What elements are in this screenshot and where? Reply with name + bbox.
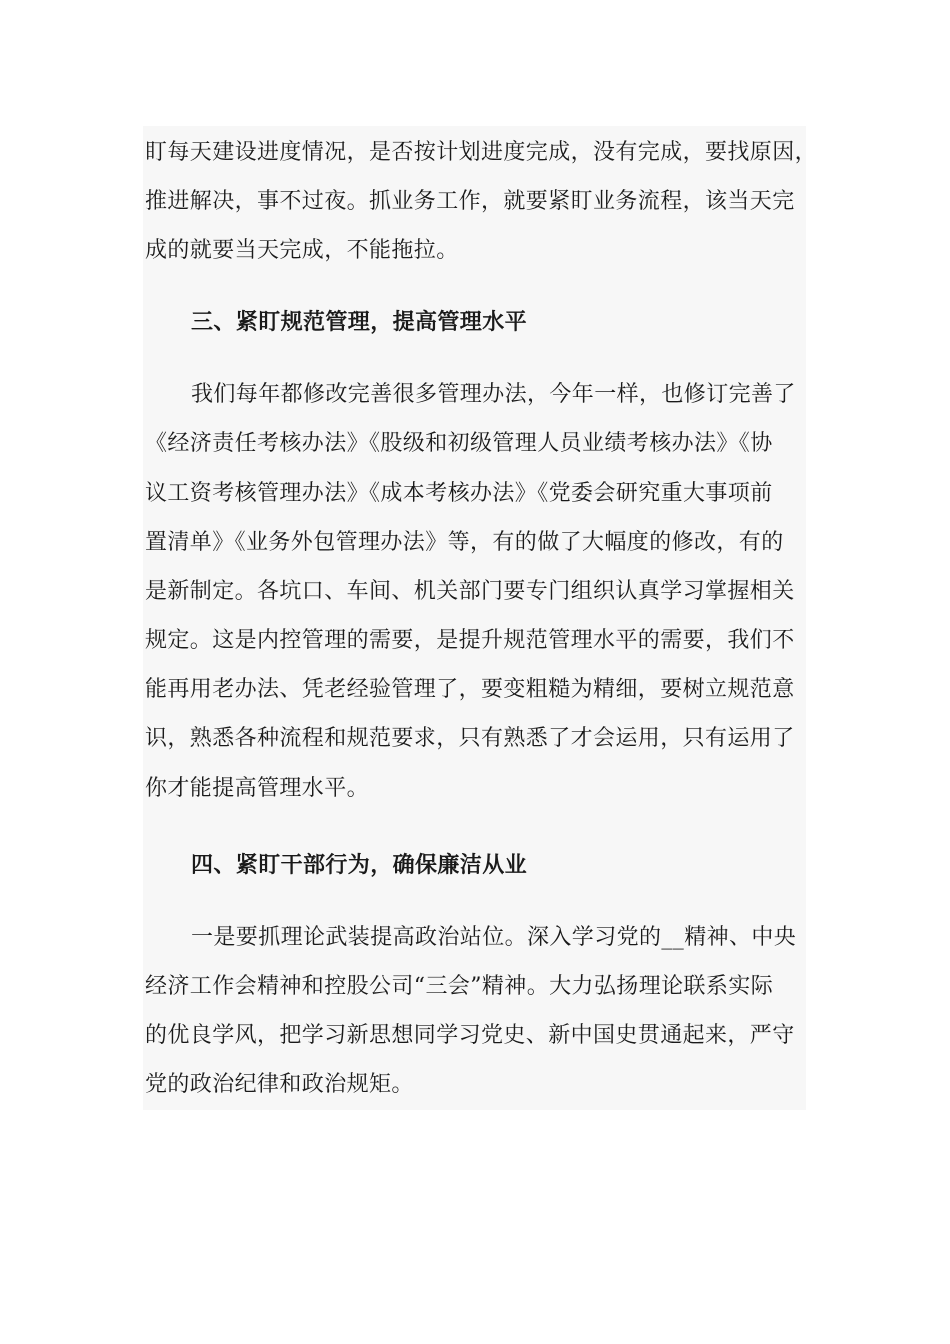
section-heading-3: 三、紧盯规范管理，提高管理水平: [191, 309, 528, 335]
paragraph-line: 能再用老办法、凭老经验管理了，要变粗糙为精细，要树立规范意: [145, 677, 795, 702]
text-block: [143, 126, 818, 1110]
paragraph-line: 规定。这是内控管理的需要，是提升规范管理水平的需要，我们不: [145, 628, 795, 653]
paragraph-line: 我们每年都修改完善很多管理办法，今年一样，也修订完善了: [191, 382, 796, 407]
paragraph-line: 识，熟悉各种流程和规范要求，只有熟悉了才会运用，只有运用了: [145, 726, 795, 751]
paragraph-line: 是新制定。各坑口、车间、机关部门要专门组织认真学习掌握相关: [145, 579, 795, 604]
paragraph-line: 的优良学风，把学习新思想同学习党史、新中国史贯通起来，严守: [145, 1023, 795, 1048]
paragraph-line: 成的就要当天完成，不能拖拉。: [145, 238, 459, 263]
paragraph-line: 党的政治纪律和政治规矩。: [145, 1072, 414, 1097]
paragraph-line: 经济工作会精神和控股公司“三会”精神。大力弘扬理论联系实际: [145, 974, 774, 999]
paragraph-line: 置清单》《业务外包管理办法》等，有的做了大幅度的修改，有的: [145, 530, 784, 555]
paragraph-line: 推进解决，事不过夜。抓业务工作，就要紧盯业务流程，该当天完: [145, 189, 795, 214]
paragraph-line: 《经济责任考核办法》《股级和初级管理人员业绩考核办法》《协: [145, 431, 773, 456]
section-heading-4: 四、紧盯干部行为，确保廉洁从业: [191, 852, 528, 878]
paragraph-line: 一是要抓理论武装提高政治站位。深入学习党的__精神、中央: [191, 925, 797, 950]
paragraph-line: 议工资考核管理办法》《成本考核办法》《党委会研究重大事项前: [145, 481, 773, 506]
paragraph-line: 你才能提高管理水平。: [145, 776, 370, 801]
paragraph-line: 盯每天建设进度情况，是否按计划进度完成，没有完成，要找原因，: [145, 140, 818, 165]
